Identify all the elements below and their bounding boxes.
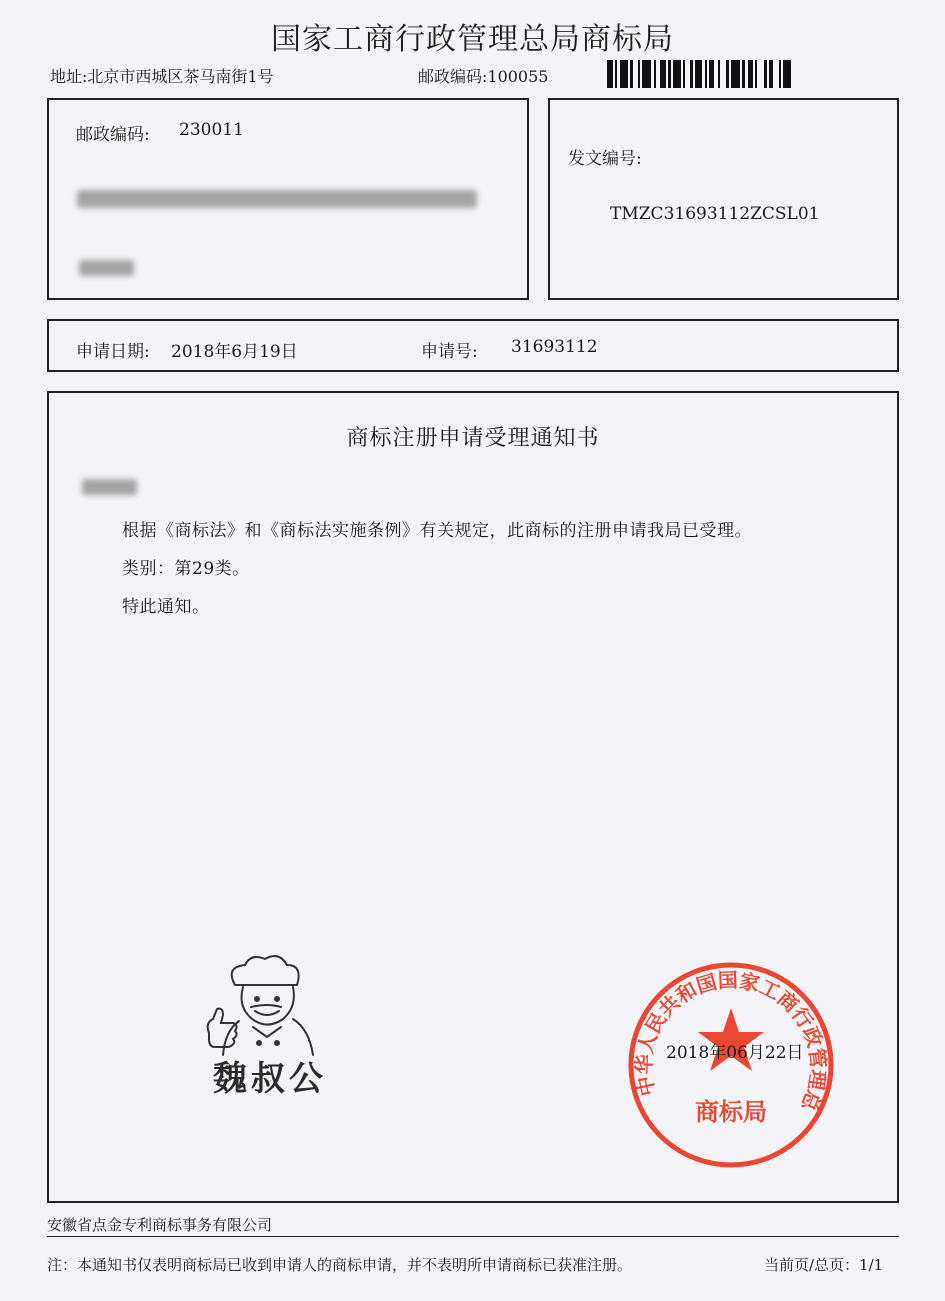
redacted-address xyxy=(77,190,477,208)
seal-date: 2018年06月22日 xyxy=(666,1043,804,1063)
barcode-bar xyxy=(673,60,681,88)
application-number-label: 申请号: xyxy=(421,342,478,362)
svg-text:中华人民共和国国家工商行政管理总局: 中华人民共和国国家工商行政管理总 xyxy=(631,967,831,1115)
application-date-label: 申请日期: xyxy=(76,342,150,362)
barcode-bar xyxy=(620,60,628,88)
doc-ref-value: TMZC31693112ZCSL01 xyxy=(610,204,820,224)
trademark-text: 魏叔公 xyxy=(213,1059,327,1099)
barcode-bar xyxy=(783,60,791,88)
barcode-bar xyxy=(642,60,651,88)
barcode xyxy=(607,60,897,88)
barcode-bar xyxy=(791,60,794,88)
document-title: 国家工商行政管理总局商标局 xyxy=(271,22,674,57)
recipient-box xyxy=(47,98,529,300)
redacted-recipient-name xyxy=(79,260,134,276)
page-indicator: 当前页/总页：1/1 xyxy=(764,1256,884,1274)
footer-divider xyxy=(47,1236,899,1237)
notice-line-2: 类别：第29类。 xyxy=(122,559,250,579)
trademark-chef-illustration xyxy=(195,955,355,1105)
application-date-value: 2018年6月19日 xyxy=(171,342,298,362)
document-ref-box xyxy=(548,98,899,300)
recipient-postcode-value: 230011 xyxy=(179,120,244,140)
footer-note: 注：本通知书仅表明商标局已收到申请人的商标申请，并不表明所申请商标已获准注册。 xyxy=(47,1256,633,1274)
doc-ref-label: 发文编号: xyxy=(568,149,642,169)
office-address: 地址:北京市西城区茶马南街1号 xyxy=(50,67,274,86)
barcode-bar xyxy=(757,60,764,88)
application-number-value: 31693112 xyxy=(511,337,598,357)
agency-name: 安徽省点金专利商标事务有限公司 xyxy=(47,1216,273,1234)
office-postcode: 邮政编码:100055 xyxy=(418,67,549,86)
notice-line-3: 特此通知。 xyxy=(122,597,210,617)
barcode-bar xyxy=(731,60,740,88)
official-seal xyxy=(626,960,836,1170)
notice-line-1: 根据《商标法》和《商标法实施条例》有关规定，此商标的注册申请我局已受理。 xyxy=(122,521,752,541)
svg-text:商标局: 商标局 xyxy=(695,1098,767,1126)
recipient-postcode-label: 邮政编码: xyxy=(76,125,150,145)
application-box xyxy=(47,319,899,372)
barcode-bar xyxy=(695,60,702,88)
redacted-applicant-name xyxy=(82,479,137,495)
notice-title: 商标注册申请受理通知书 xyxy=(346,426,600,451)
